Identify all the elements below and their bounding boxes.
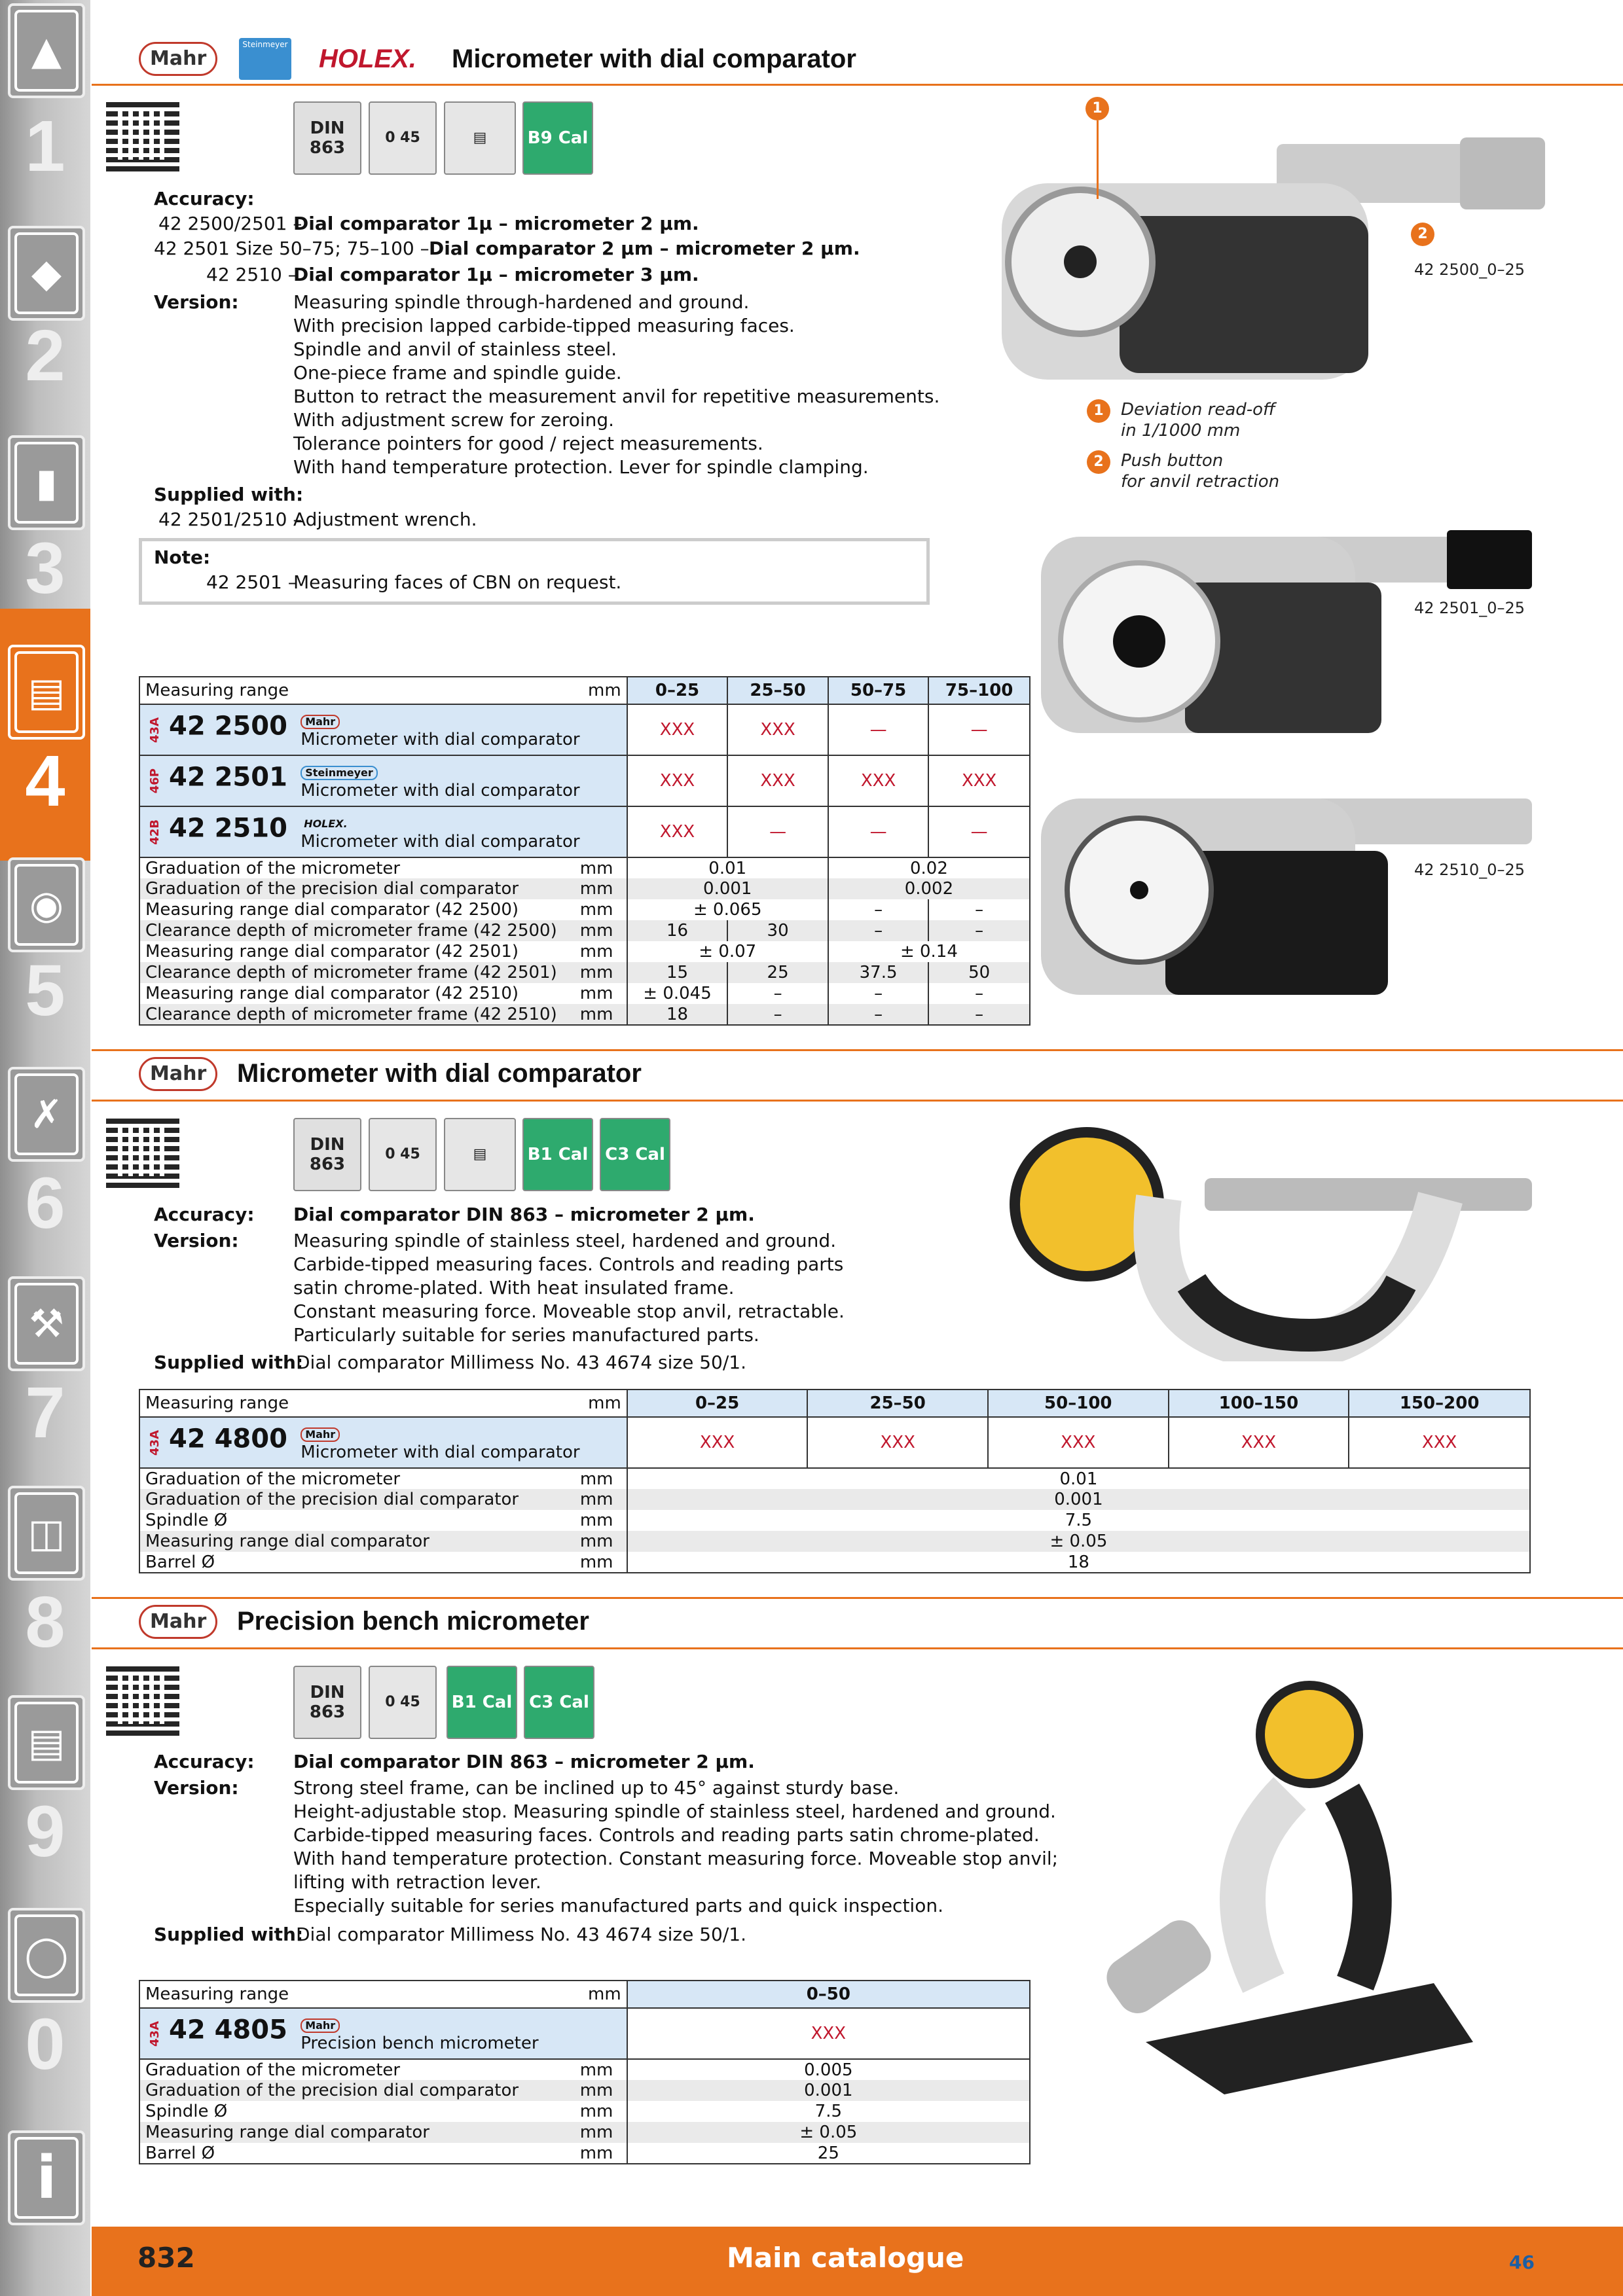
spec-unit: mm: [575, 2122, 627, 2143]
accuracy-code: 42 2500/2501 –: [158, 213, 302, 234]
product-image-424800: [1008, 1126, 1532, 1361]
product-cell: [139, 2008, 627, 2059]
spec-label: Barrel Ø: [139, 1552, 575, 1573]
product-image-424805: [1093, 1676, 1486, 2094]
safety-goggles-icon: ◯: [14, 1914, 79, 1996]
case-icon: ▤: [444, 1118, 516, 1191]
spec-unit: mm: [575, 941, 627, 962]
product-row[interactable]: [139, 2008, 1030, 2059]
brand-mini: Mahr: [301, 1427, 340, 1442]
spec-unit: mm: [575, 2101, 627, 2122]
qr-code[interactable]: [106, 1115, 179, 1188]
spec-label: Spindle Ø: [139, 2101, 575, 2122]
range-availability: XXX: [627, 2008, 1030, 2059]
brand-mini: HOLEX.: [304, 817, 348, 830]
range-header: 75–100: [928, 677, 1030, 704]
spec-label: Barrel Ø: [139, 2143, 575, 2164]
version-line: Particularly suitable for series manufactured parts.: [293, 1324, 759, 1346]
range-availability: XXX: [627, 1417, 808, 1468]
image-caption: 42 2510_0–25: [1414, 861, 1525, 879]
spec-label: Measuring range dial comparator: [139, 2122, 575, 2143]
callout-1: 1: [1085, 97, 1109, 120]
version-line: Strong steel frame, can be inclined up to 45° against sturdy base.: [293, 1777, 900, 1799]
version-line: Carbide-tipped measuring faces. Controls and reading parts: [293, 1253, 844, 1275]
version-label: Version:: [154, 1230, 239, 1251]
page-number: 832: [137, 2242, 195, 2274]
version-line: Carbide-tipped measuring faces. Controls and reading parts satin chrome-plated.: [293, 1824, 1040, 1846]
tap-icon: ▮: [14, 442, 79, 524]
version-line: Measuring spindle of stainless steel, hardened and ground.: [293, 1230, 837, 1251]
spec-value: 25: [727, 962, 828, 983]
supplied-label: Supplied with:: [154, 1352, 304, 1373]
range-badge: 0 45: [369, 1666, 437, 1739]
spec-label: Graduation of the micrometer: [139, 2059, 575, 2080]
spec-row: [139, 941, 1030, 962]
spec-value: 7.5: [627, 1510, 1530, 1531]
chapter-tab-3[interactable]: [8, 435, 85, 530]
legend-text: Deviation read-off: [1121, 400, 1275, 420]
range-availability: XXX: [627, 755, 728, 806]
spec-unit: mm: [575, 857, 627, 878]
legend-bullet-1: 1: [1087, 399, 1110, 423]
accuracy-label: Accuracy:: [154, 188, 255, 209]
range-availability: XXX: [727, 704, 828, 755]
product-cell: [139, 704, 627, 755]
product-tag: 46P: [148, 768, 162, 794]
spec-label: Graduation of the precision dial comparator: [139, 2080, 575, 2101]
product-tag: 43A: [148, 2020, 162, 2047]
spec-value: –: [928, 920, 1030, 941]
spec-value: 18: [627, 1552, 1530, 1573]
section-title: Precision bench micrometer: [237, 1607, 589, 1636]
spec-value: –: [928, 1004, 1030, 1025]
spec-row: [139, 1531, 1530, 1552]
spec-row: [139, 2143, 1030, 2164]
spec-table-1: [139, 676, 1030, 1026]
spec-unit: mm: [575, 962, 627, 983]
spec-value: 0.001: [627, 2080, 1030, 2101]
note-label: Note:: [154, 547, 211, 568]
accuracy-text: Dial comparator 1µ – micrometer 3 µm.: [293, 264, 699, 285]
spec-row: [139, 962, 1030, 983]
chapter-number: 9: [25, 1791, 65, 1872]
spec-unit: mm: [575, 2080, 627, 2101]
spec-row: [139, 983, 1030, 1004]
chapter-sidebar: [0, 0, 90, 2296]
range-availability: XXX: [807, 1417, 988, 1468]
header-unit: mm: [575, 1981, 627, 2008]
version-line: Height-adjustable stop. Measuring spindle of stainless steel, hardened and ground.: [293, 1801, 1056, 1822]
section-divider: [92, 1647, 1623, 1649]
range-badge: 0 45: [369, 1118, 437, 1191]
saw-icon: ◉: [14, 864, 79, 946]
product-tag: 43A: [148, 1429, 162, 1456]
wrench-icon: ✗: [14, 1073, 79, 1155]
legend-text: for anvil retraction: [1121, 472, 1280, 492]
product-name: Micrometer with dial comparator: [301, 832, 580, 852]
order-number: 42 2510: [169, 813, 287, 844]
spec-value: –: [828, 920, 928, 941]
spec-value: –: [828, 983, 928, 1004]
table-header: [139, 677, 1030, 704]
supplied-code: 42 2501/2510 –: [158, 509, 302, 530]
header-unit: mm: [575, 1390, 627, 1417]
product-name: Precision bench micrometer: [301, 2034, 539, 2053]
range-header: 0–25: [627, 677, 728, 704]
range-availability: XXX: [627, 806, 728, 857]
section-title: Micrometer with dial comparator: [237, 1059, 642, 1088]
spec-label: Graduation of the micrometer: [139, 857, 575, 878]
spec-unit: mm: [575, 1552, 627, 1573]
brand-logo-holex: HOLEX.: [319, 45, 416, 73]
spec-table-2: [139, 1389, 1531, 1573]
product-tag: 42B: [148, 819, 162, 845]
qr-code[interactable]: [106, 98, 179, 171]
chapter-number: 3: [25, 528, 65, 609]
spec-value: ± 0.045: [627, 983, 728, 1004]
product-row[interactable]: [139, 1417, 1530, 1468]
spec-label: Graduation of the precision dial comparator: [139, 878, 575, 899]
order-number: 42 4805: [169, 2015, 287, 2045]
spec-table-3: [139, 1980, 1030, 2164]
spec-label: Measuring range dial comparator (42 2501): [139, 941, 575, 962]
spec-value: 50: [928, 962, 1030, 983]
spec-value: –: [928, 899, 1030, 920]
chapter-number: 5: [25, 950, 65, 1031]
range-availability: XXX: [627, 704, 728, 755]
note-code: 42 2501 –: [206, 571, 297, 593]
spec-value: –: [828, 1004, 928, 1025]
chapter-tab-5[interactable]: [8, 857, 85, 952]
supplied-text: Dial comparator Millimess No. 43 4674 size 50/1.: [296, 1352, 746, 1373]
order-number: 42 2500: [169, 711, 287, 742]
brand-mini: Steinmeyer: [301, 766, 378, 780]
range-header: 50–75: [828, 677, 928, 704]
cal-badge: B9 Cal: [522, 101, 593, 175]
section-divider: [92, 1049, 1623, 1051]
spec-row: [139, 1510, 1530, 1531]
range-availability: —: [928, 806, 1030, 857]
note-text: Measuring faces of CBN on request.: [293, 571, 622, 593]
version-line: One-piece frame and spindle guide.: [293, 362, 622, 384]
chapter-number: 6: [25, 1163, 65, 1244]
supplied-label: Supplied with:: [154, 1924, 304, 1945]
product-name: Micrometer with dial comparator: [301, 781, 580, 800]
range-header: 25–50: [727, 677, 828, 704]
spec-label: Clearance depth of micrometer frame (42 2501): [139, 962, 575, 983]
spec-unit: mm: [575, 878, 627, 899]
chapter-number: 1: [25, 106, 65, 187]
chapter-number: 0: [25, 2004, 65, 2085]
range-header: 25–50: [807, 1390, 988, 1417]
spec-row: [139, 1489, 1530, 1510]
din-badge: DIN 863: [293, 1118, 361, 1191]
header-label: Measuring range: [139, 1981, 575, 2008]
table-header: [139, 1390, 1530, 1417]
product-cell: [139, 1417, 627, 1468]
range-header: 0–50: [627, 1981, 1030, 2008]
spec-value: 0.01: [627, 1468, 1530, 1489]
header-label: Measuring range: [139, 1390, 575, 1417]
product-row[interactable]: [139, 755, 1030, 806]
version-line: Measuring spindle through-hardened and ground.: [293, 291, 750, 313]
version-line: Tolerance pointers for good / reject measurements.: [293, 433, 763, 454]
range-availability: XXX: [1349, 1417, 1530, 1468]
spec-label: Spindle Ø: [139, 1510, 575, 1531]
cal-badge: B1 Cal: [522, 1118, 593, 1191]
toolcase-icon: ◫: [14, 1492, 79, 1574]
product-cell: [139, 806, 627, 857]
image-caption: 42 2500_0–25: [1414, 260, 1525, 279]
spec-label: Clearance depth of micrometer frame (42 2510): [139, 1004, 575, 1025]
callout-line: [1097, 120, 1099, 199]
brand-logo-mahr: Mahr: [139, 1605, 217, 1639]
case-icon: ▤: [444, 101, 516, 175]
version-label: Version:: [154, 291, 239, 313]
range-header: 150–200: [1349, 1390, 1530, 1417]
spec-value: 0.02: [828, 857, 1030, 878]
spec-unit: mm: [575, 1004, 627, 1025]
chapter-tab-9[interactable]: [8, 1695, 85, 1790]
spec-value: 15: [627, 962, 728, 983]
version-line: Especially suitable for series manufactured parts and quick inspection.: [293, 1895, 943, 1916]
order-number: 42 2501: [169, 762, 287, 793]
chapter-number: 8: [25, 1582, 65, 1662]
table-header: [139, 1981, 1030, 2008]
spec-value: –: [828, 899, 928, 920]
spec-row: [139, 2101, 1030, 2122]
range-availability: XXX: [928, 755, 1030, 806]
section-title: Micrometer with dial comparator: [452, 45, 856, 73]
accuracy-label: Accuracy:: [154, 1204, 255, 1225]
spec-value: ± 0.14: [828, 941, 1030, 962]
version-line: Constant measuring force. Moveable stop anvil, retractable.: [293, 1300, 845, 1322]
accuracy-code: 42 2501 Size 50–75; 75–100 –: [154, 238, 429, 259]
header-label: Measuring range: [139, 677, 575, 704]
range-availability: —: [828, 704, 928, 755]
supplied-text: Dial comparator Millimess No. 43 4674 size 50/1.: [296, 1924, 746, 1945]
section-divider: [92, 1597, 1623, 1599]
chapter-tab-2[interactable]: [8, 226, 85, 321]
brand-mini: Mahr: [301, 2018, 340, 2033]
version-line: With precision lapped carbide-tipped measuring faces.: [293, 315, 795, 336]
brand-logo-mahr: Mahr: [139, 1057, 217, 1091]
product-image-422500: [1002, 131, 1545, 380]
range-availability: —: [828, 806, 928, 857]
spec-row: [139, 920, 1030, 941]
pliers-icon: ⚒: [14, 1283, 79, 1365]
spec-unit: mm: [575, 899, 627, 920]
range-availability: XXX: [727, 755, 828, 806]
spec-label: Measuring range dial comparator (42 2510): [139, 983, 575, 1004]
chapter-tab-6[interactable]: [8, 1067, 85, 1162]
spec-row: [139, 857, 1030, 878]
legend-text: in 1/1000 mm: [1121, 421, 1241, 440]
legend-bullet-2: 2: [1087, 450, 1110, 474]
chapter-tab-info[interactable]: [8, 2130, 85, 2225]
spec-value: –: [727, 1004, 828, 1025]
product-image-422501: [1041, 524, 1532, 740]
spec-value: ± 0.07: [627, 941, 828, 962]
product-tag: 43A: [148, 717, 162, 743]
accuracy-text: Dial comparator DIN 863 – micrometer 2 µm.: [293, 1751, 755, 1772]
chapter-number-active: 4: [25, 741, 65, 821]
section-divider: [92, 1100, 1623, 1102]
brand-logo-mahr: Mahr: [139, 42, 217, 76]
accuracy-text: Dial comparator 1µ – micrometer 2 µm.: [293, 213, 699, 234]
spec-label: Measuring range dial comparator: [139, 1531, 575, 1552]
spec-label: Graduation of the precision dial comparator: [139, 1489, 575, 1510]
supplied-text: Adjustment wrench.: [293, 509, 477, 530]
range-availability: —: [727, 806, 828, 857]
spec-unit: mm: [575, 2059, 627, 2080]
spec-value: 0.001: [627, 878, 828, 899]
legend-text: Push button: [1121, 451, 1224, 471]
header-unit: mm: [575, 677, 627, 704]
footer-title: Main catalogue: [727, 2242, 964, 2274]
spec-unit: mm: [575, 1489, 627, 1510]
range-badge: 0 45: [369, 101, 437, 175]
range-availability: XXX: [828, 755, 928, 806]
version-line: satin chrome-plated. With heat insulated frame.: [293, 1277, 735, 1299]
spec-row: [139, 2080, 1030, 2101]
range-header: 0–25: [627, 1390, 808, 1417]
chapter-tab-4[interactable]: [8, 645, 85, 740]
product-row[interactable]: [139, 704, 1030, 755]
qr-code[interactable]: [106, 1662, 179, 1736]
spec-value: 37.5: [828, 962, 928, 983]
spec-value: 7.5: [627, 2101, 1030, 2122]
spec-row: [139, 1552, 1530, 1573]
spec-label: Clearance depth of micrometer frame (42 2500): [139, 920, 575, 941]
spec-value: ± 0.05: [627, 1531, 1530, 1552]
spec-row: [139, 899, 1030, 920]
chapter-page-number: 46: [1509, 2251, 1535, 2273]
spec-value: 0.002: [828, 878, 1030, 899]
spec-value: 16: [627, 920, 728, 941]
version-line: Button to retract the measurement anvil for repetitive measurements.: [293, 386, 940, 407]
version-line: Spindle and anvil of stainless steel.: [293, 338, 617, 360]
chapter-tab-0[interactable]: [8, 1908, 85, 2003]
range-header: 50–100: [988, 1390, 1169, 1417]
product-row[interactable]: [139, 806, 1030, 857]
brand-logo-steinmeyer: Steinmeyer: [239, 38, 291, 80]
range-availability: XXX: [1169, 1417, 1349, 1468]
cal-badge: C3 Cal: [524, 1666, 594, 1739]
cal-badge: B1 Cal: [447, 1666, 517, 1739]
callout-2: 2: [1411, 223, 1434, 246]
spec-unit: mm: [575, 920, 627, 941]
spec-row: [139, 2059, 1030, 2080]
spec-value: 0.01: [627, 857, 828, 878]
din-badge: DIN 863: [293, 1666, 361, 1739]
range-availability: XXX: [988, 1417, 1169, 1468]
chapter-tab-7[interactable]: [8, 1276, 85, 1371]
version-line: With adjustment screw for zeroing.: [293, 409, 615, 431]
spec-row: [139, 2122, 1030, 2143]
spec-unit: mm: [575, 983, 627, 1004]
accuracy-text: Dial comparator 2 µm – micrometer 2 µm.: [429, 238, 860, 259]
spec-unit: mm: [575, 1531, 627, 1552]
version-line: With hand temperature protection. Constant measuring force. Moveable stop anvil;: [293, 1848, 1059, 1869]
cabinet-icon: ▤: [14, 1702, 79, 1784]
caliper-icon: ▤: [14, 651, 79, 733]
spec-label: Graduation of the micrometer: [139, 1468, 575, 1489]
spec-value: –: [928, 983, 1030, 1004]
product-name: Micrometer with dial comparator: [301, 1443, 580, 1462]
spec-value: 30: [727, 920, 828, 941]
cal-badge: C3 Cal: [600, 1118, 670, 1191]
brand-mini: Mahr: [301, 715, 340, 729]
supplied-label: Supplied with:: [154, 484, 304, 505]
accuracy-text: Dial comparator DIN 863 – micrometer 2 µm.: [293, 1204, 755, 1225]
chapter-tab-1[interactable]: [8, 3, 85, 98]
range-availability: —: [928, 704, 1030, 755]
chapter-tab-8[interactable]: [8, 1486, 85, 1581]
product-image-422510: [1041, 785, 1532, 1001]
accuracy-label: Accuracy:: [154, 1751, 255, 1772]
drill-icon: ▲: [14, 10, 79, 92]
section-divider: [92, 84, 1623, 86]
version-line: lifting with retraction lever.: [293, 1871, 541, 1893]
spec-unit: mm: [575, 2143, 627, 2164]
spec-unit: mm: [575, 1468, 627, 1489]
range-header: 100–150: [1169, 1390, 1349, 1417]
version-line: With hand temperature protection. Lever for spindle clamping.: [293, 456, 869, 478]
spec-value: 25: [627, 2143, 1030, 2164]
accuracy-code: 42 2510 –: [206, 264, 297, 285]
spec-label: Measuring range dial comparator (42 2500): [139, 899, 575, 920]
product-name: Micrometer with dial comparator: [301, 730, 580, 749]
din-badge: DIN 863: [293, 101, 361, 175]
spec-value: ± 0.05: [627, 2122, 1030, 2143]
insert-icon: ◆: [14, 232, 79, 314]
spec-row: [139, 1004, 1030, 1025]
spec-value: 18: [627, 1004, 728, 1025]
version-label: Version:: [154, 1777, 239, 1799]
info-icon: i: [14, 2137, 79, 2219]
spec-value: 0.005: [627, 2059, 1030, 2080]
spec-value: –: [727, 983, 828, 1004]
image-caption: 42 2501_0–25: [1414, 599, 1525, 617]
chapter-number: 2: [25, 315, 65, 396]
spec-value: ± 0.065: [627, 899, 828, 920]
spec-row: [139, 1468, 1530, 1489]
spec-unit: mm: [575, 1510, 627, 1531]
spec-row: [139, 878, 1030, 899]
spec-value: 0.001: [627, 1489, 1530, 1510]
order-number: 42 4800: [169, 1424, 287, 1454]
product-cell: [139, 755, 627, 806]
chapter-number: 7: [25, 1372, 65, 1453]
